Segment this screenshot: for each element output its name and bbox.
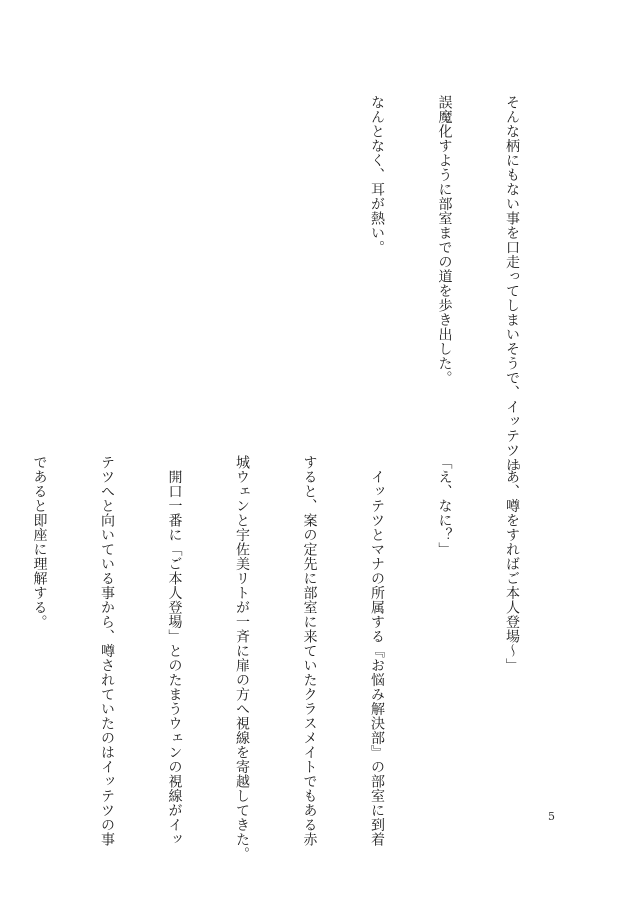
text-line: であると即座に理解する。: [31, 455, 48, 629]
lower-text-block: [0, 455, 568, 861]
text-line: そんな柄にもない事を口走ってしまいそうで、イッテツは: [504, 95, 520, 472]
text-line: 「あ、噂をすればご本人登場～」: [504, 455, 520, 673]
text-line: 「え、なに？」: [436, 455, 453, 557]
text-line: なんとなく、耳が熱い。: [369, 95, 385, 255]
text-line: 城ウェンと宇佐美リトが一斉に扉の方へ視線を寄越してきた。: [234, 455, 250, 861]
upper-text-block: [321, 95, 569, 472]
text-line: 誤魔化すように部室までの道を歩き出した。: [436, 95, 453, 385]
text-line: 開口一番に「ご本人登場」とのたまうウェンの視線がイッ: [166, 455, 183, 847]
text-line: イッテツとマナの所属する『お悩み解決部』の部室に到着: [369, 455, 385, 847]
page-number: 5: [548, 810, 555, 823]
text-line: すると、案の定先に部室に来ていたクラスメイトでもある赤: [301, 455, 318, 847]
text-line: テツへと向いている事から、噂されていたのはイッテツの事: [99, 455, 115, 847]
